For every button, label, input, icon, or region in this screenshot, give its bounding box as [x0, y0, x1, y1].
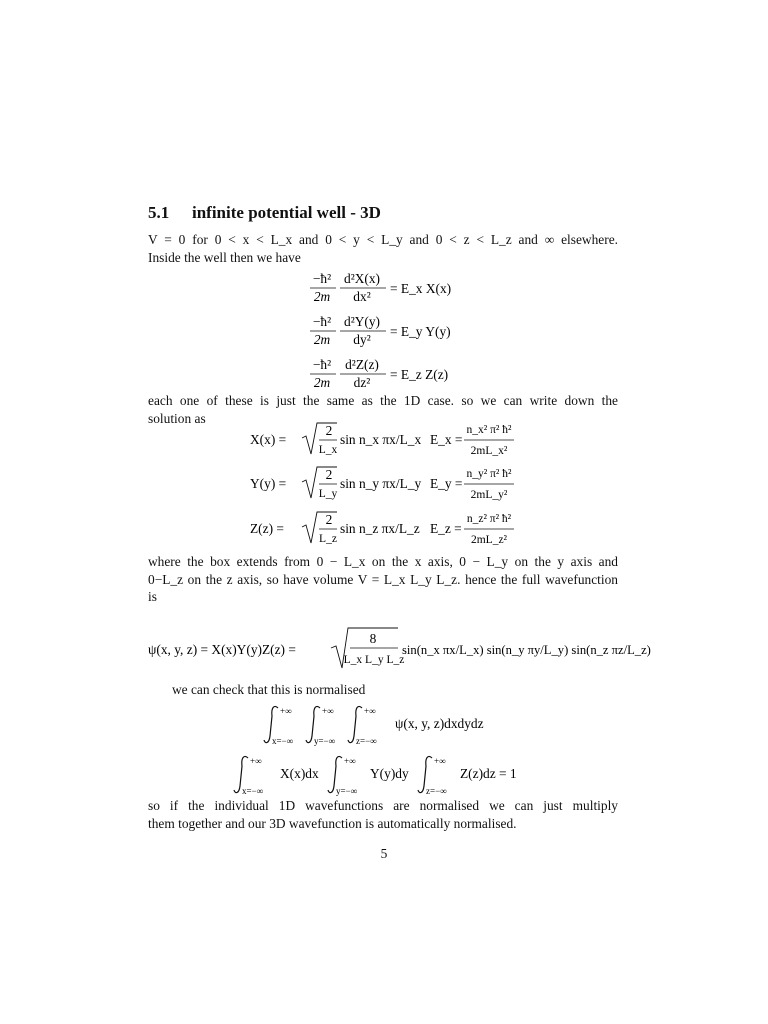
sol-y-e-lhs: E_y = — [430, 476, 463, 491]
int1-upper-y: +∞ — [322, 706, 334, 716]
int2-upper-y: +∞ — [344, 756, 356, 766]
int1-lower-y: y=−∞ — [314, 736, 336, 746]
sol-z-e-lhs: E_z = — [430, 521, 462, 536]
solution-x — [250, 423, 514, 457]
para3-line-1: where the box extends from 0 − L_x on the x axis, 0 − L_y on the y axis and — [148, 554, 618, 569]
int2-upper-z: +∞ — [434, 756, 446, 766]
full-wf-root-num: 8 — [369, 631, 377, 646]
paragraph-normalised-check — [172, 681, 642, 699]
int1-lower-x: x=−∞ — [272, 736, 294, 746]
sol-z-root-den: L_z — [319, 533, 337, 545]
section-title: infinite potential well - 3D — [192, 203, 381, 222]
page-number: 5 — [380, 846, 388, 861]
eq-z-coef-den: 2m — [313, 375, 331, 390]
eq-x-deriv-den: dx² — [353, 289, 371, 304]
integral-sign-z — [348, 706, 377, 746]
intro-line-1: V = 0 for 0 < x < L_x and 0 < y < L_y and 0 < z < L_z and ∞ elsewhere. — [148, 232, 618, 247]
sol-y-e-den: 2mL_y² — [470, 489, 508, 501]
int1-integrand: ψ(x, y, z)dxdydz — [395, 716, 484, 731]
int1-upper-z: +∞ — [364, 706, 376, 716]
full-wf-lhs: ψ(x, y, z) = X(x)Y(y)Z(z) = — [148, 642, 296, 657]
para3-line-3: is — [148, 589, 157, 604]
int2-upper-x: +∞ — [250, 756, 262, 766]
int2-lower-y: y=−∞ — [336, 786, 358, 796]
sol-y-root-num: 2 — [325, 467, 333, 482]
integral2-sign-y — [328, 756, 357, 796]
integral2-sign-x — [234, 756, 263, 796]
solution-equations — [250, 420, 540, 555]
sol-y-root-den: L_y — [318, 488, 338, 500]
integral-sign-x — [264, 706, 293, 746]
equation-z — [310, 357, 448, 390]
sol-z-root-num: 2 — [325, 512, 333, 527]
section-number: 5.1 — [148, 203, 170, 222]
integral-equation-2 — [232, 752, 542, 800]
para4-line: we can check that this is normalised — [172, 682, 366, 697]
eq-y-coef-den: 2m — [313, 332, 331, 347]
full-wavefunction-equation — [148, 624, 658, 672]
integral-equation-1 — [262, 702, 512, 750]
sol-z-sin: sin n_z πx/L_z — [340, 521, 420, 536]
eq-x-coef-num: −ħ² — [312, 271, 332, 286]
int2-lower-z: z=−∞ — [426, 786, 447, 796]
section-heading — [148, 203, 381, 223]
sol-x-lhs: X(x) = — [250, 432, 287, 447]
intro-line-2: Inside the well then we have — [148, 249, 301, 265]
para2-line-1: each one of these is just the same as the 1D case. so we can write down the — [148, 393, 618, 408]
sol-x-root-num: 2 — [325, 423, 333, 438]
full-wf-rhs: sin(n_x πx/L_x) sin(n_y πy/L_y) sin(n_z πz/L_z) — [402, 643, 651, 657]
int2-term-x: X(x)dx — [280, 766, 319, 781]
sol-z-lhs: Z(z) = — [250, 521, 284, 536]
int1-lower-z: z=−∞ — [356, 736, 377, 746]
eq-z-coef-num: −ħ² — [312, 357, 332, 372]
sol-z-e-den: 2mL_z² — [470, 534, 508, 546]
eq-x-deriv-num: d²X(x) — [344, 271, 380, 286]
sol-y-sin: sin n_y πx/L_y — [340, 476, 422, 491]
equation-x — [310, 271, 451, 304]
intro-paragraph — [148, 231, 618, 266]
sol-x-root-den: L_x — [318, 444, 338, 456]
eq-y-coef-num: −ħ² — [312, 314, 332, 329]
sol-z-e-num: n_z² π² ħ² — [466, 513, 512, 525]
schrodinger-equations — [300, 268, 480, 398]
eq-x-rhs: = E_x X(x) — [390, 281, 452, 296]
sol-y-e-num: n_y² π² ħ² — [466, 468, 512, 480]
eq-y-deriv-num: d²Y(y) — [344, 314, 380, 329]
eq-z-deriv-den: dz² — [353, 375, 371, 390]
integral2-sign-z — [418, 756, 447, 796]
para3-line-2: 0−L_z on the z axis, so have volume V = L_x L_y L_z. hence the full wavefunction — [148, 571, 618, 587]
sol-x-e-num: n_x² π² ħ² — [466, 424, 512, 436]
para2-line-2: solution as — [148, 410, 206, 426]
sol-x-e-den: 2mL_x² — [470, 445, 508, 457]
full-wf-root-den: L_x L_y L_z — [343, 654, 405, 666]
paragraph-box-volume — [148, 553, 618, 606]
integral-sign-y — [306, 706, 335, 746]
solution-y — [250, 467, 514, 501]
int2-lower-x: x=−∞ — [242, 786, 264, 796]
sol-x-e-lhs: E_x = — [430, 432, 463, 447]
para5-line-1: so if the individual 1D wavefunctions are normalised we can just multiply — [148, 798, 618, 813]
para5-line-2: them together and our 3D wavefunction is automatically normalised. — [148, 815, 517, 831]
equation-y — [310, 314, 451, 347]
eq-y-deriv-den: dy² — [353, 332, 371, 347]
int2-term-z: Z(z)dz = 1 — [460, 766, 517, 781]
int1-upper-x: +∞ — [280, 706, 292, 716]
sol-y-lhs: Y(y) = — [250, 476, 287, 491]
eq-x-coef-den: 2m — [313, 289, 331, 304]
paragraph-conclusion — [148, 797, 618, 832]
eq-z-rhs: = E_z Z(z) — [390, 367, 449, 382]
eq-y-rhs: = E_y Y(y) — [390, 324, 451, 339]
eq-z-deriv-num: d²Z(z) — [345, 357, 379, 372]
int2-term-y: Y(y)dy — [370, 766, 409, 781]
sol-x-sin: sin n_x πx/L_x — [340, 432, 422, 447]
solution-z — [250, 512, 514, 546]
